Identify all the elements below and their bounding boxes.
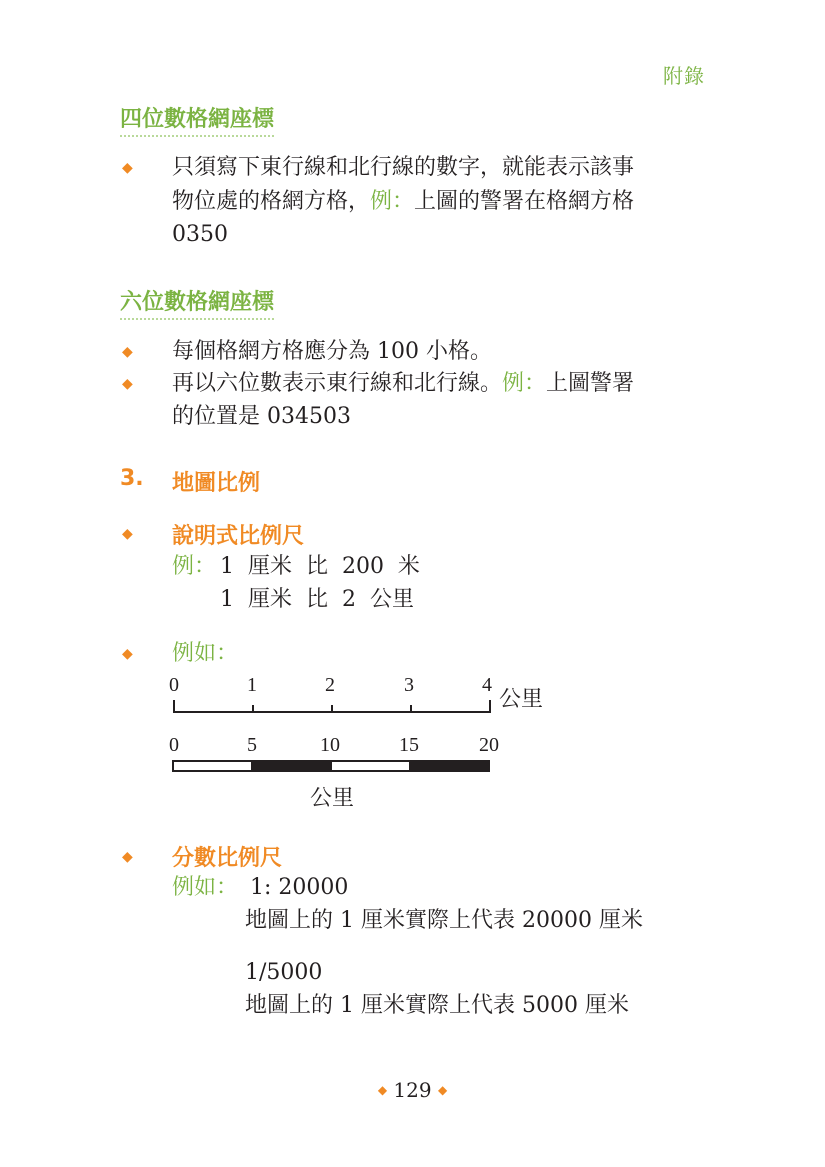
example-label: 例： — [370, 189, 415, 214]
diamond-bullet-icon: ◆ — [122, 160, 133, 176]
scale-bar-checkered — [172, 760, 492, 774]
scale2-tick-label: 0 — [169, 734, 179, 756]
page-number: 129 — [393, 1078, 432, 1102]
linear-example-label: 例如： — [172, 641, 239, 666]
statement-example-label: 例： — [172, 554, 217, 579]
four-digit-line2-a: 物位處的格網方格， — [172, 189, 371, 214]
example-label: 例： — [502, 371, 547, 396]
four-digit-line2-b: 上圖的警署在格網方格 — [414, 189, 635, 214]
diamond-bullet-icon: ◆ — [122, 849, 133, 865]
four-digit-line2 — [172, 186, 634, 218]
six-digit-bullet2-line1 — [172, 368, 634, 400]
fraction-example-label: 例如： — [172, 875, 239, 900]
scale2-tick-label: 20 — [479, 734, 499, 756]
section-title-six-digit: 六位數格網座標 — [120, 285, 274, 320]
scale-bar-line — [168, 696, 498, 718]
statement-scale-title: 說明式比例尺 — [172, 524, 305, 549]
section-title-map-scale: 地圖比例 — [172, 471, 261, 496]
six-digit-bullet2-line2: 的位置是 034503 — [172, 404, 351, 429]
diamond-icon: ◆ — [437, 1083, 448, 1097]
diamond-bullet-icon: ◆ — [122, 526, 133, 542]
scale2-tick-label: 15 — [399, 734, 419, 756]
page-footer — [0, 1078, 825, 1102]
fraction-ex2-ratio: 1/5000 — [245, 960, 323, 985]
six-digit-line1-b: 上圖警署 — [546, 371, 635, 396]
fraction-ex1-desc: 地圖上的 1 厘米實際上代表 20000 厘米 — [245, 908, 643, 933]
scale1-tick-label: 1 — [247, 674, 257, 696]
diamond-bullet-icon: ◆ — [122, 376, 133, 392]
diamond-bullet-icon: ◆ — [122, 344, 133, 360]
scale2-tick-label: 5 — [247, 734, 257, 756]
scale1-tick-label: 4 — [482, 674, 492, 696]
scale1-tick-label: 3 — [404, 674, 414, 696]
diamond-bullet-icon: ◆ — [122, 646, 133, 662]
six-digit-bullet1: 每個格網方格應分為 100 小格。 — [172, 339, 492, 364]
six-digit-line1-a: 再以六位數表示東行線和北行線。 — [172, 371, 503, 396]
diamond-icon: ◆ — [377, 1083, 388, 1097]
fraction-ex2-desc: 地圖上的 1 厘米實際上代表 5000 厘米 — [245, 993, 629, 1018]
header-tag: 附錄 — [663, 64, 705, 88]
scale2-tick-label: 10 — [320, 734, 340, 756]
fraction-ex1-ratio: 1: 20000 — [250, 875, 349, 900]
scale1-tick-label: 0 — [169, 674, 179, 696]
fraction-scale-title: 分數比例尺 — [172, 846, 283, 871]
scale1-unit: 公里 — [499, 687, 544, 712]
section-number: 3. — [120, 466, 144, 491]
statement-line2: 1 厘米 比 2 公里 — [220, 587, 414, 612]
statement-line1: 1 厘米 比 200 米 — [220, 554, 420, 579]
four-digit-line1: 只須寫下東行線和北行線的數字，就能表示該事 — [172, 155, 635, 180]
section-title-four-digit: 四位數格網座標 — [120, 102, 274, 137]
four-digit-line3: 0350 — [172, 222, 228, 247]
scale1-tick-label: 2 — [325, 674, 335, 696]
scale2-unit: 公里 — [310, 786, 355, 811]
